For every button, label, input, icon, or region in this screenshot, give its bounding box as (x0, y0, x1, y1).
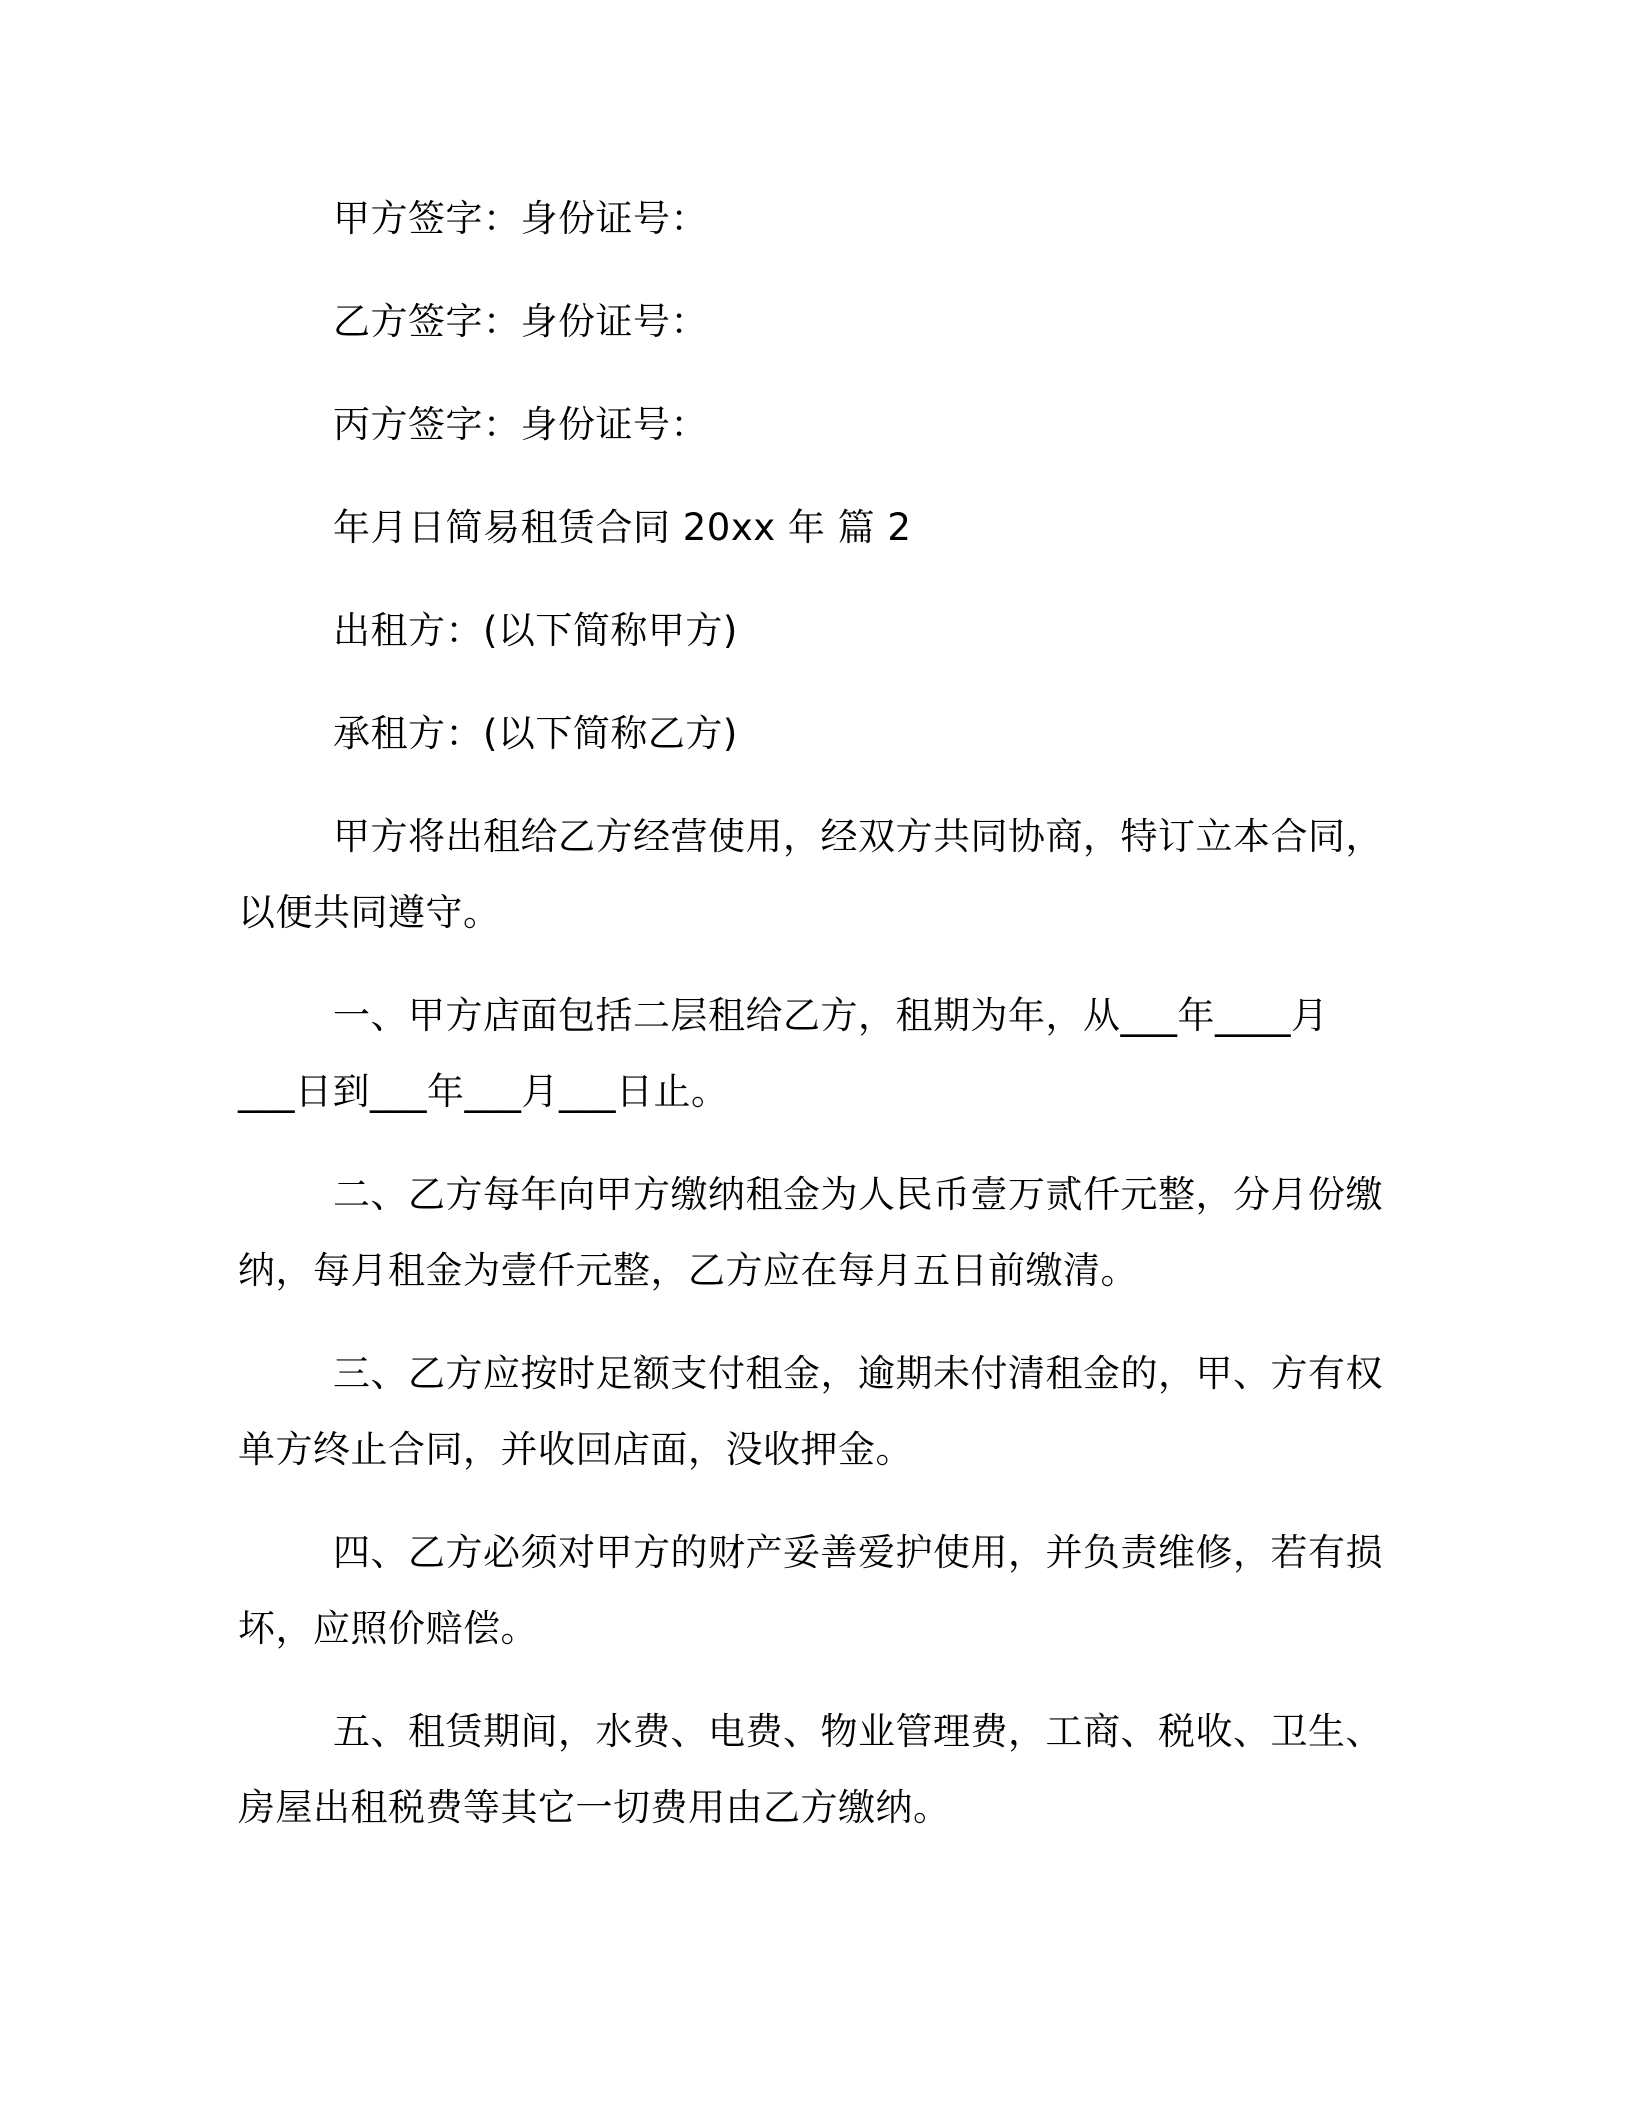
intro-paragraph-line-1: 甲方将出租给乙方经营使用，经双方共同协商，特订立本合同， (333, 815, 1383, 858)
lessor-line: 出租方：(以下简称甲方) (333, 609, 738, 652)
clause-5-line-2: 房屋出租税费等其它一切费用由乙方缴纳。 (238, 1786, 951, 1829)
signature-line-party-b: 乙方签字：身份证号： (333, 300, 708, 343)
clause-5-line-1: 五、租赁期间，水费、电费、物业管理费，工商、税收、卫生、 (333, 1710, 1383, 1753)
clause-1-line-1: 一、甲方店面包括二层租给乙方，租期为年，从___年____月 (333, 994, 1329, 1037)
lessee-line: 承租方：(以下简称乙方) (333, 712, 738, 755)
clause-4-line-1: 四、乙方必须对甲方的财产妥善爱护使用，并负责维修，若有损 (333, 1531, 1383, 1574)
clause-1-line-2: ___日到___年___月___日止。 (238, 1070, 729, 1113)
clause-2-line-2: 纳，每月租金为壹仟元整，乙方应在每月五日前缴清。 (238, 1249, 1138, 1292)
clause-4-line-2: 坏，应照价赔偿。 (238, 1607, 538, 1650)
clause-2-line-1: 二、乙方每年向甲方缴纳租金为人民币壹万贰仟元整，分月份缴 (333, 1173, 1383, 1216)
contract-heading: 年月日简易租赁合同 20xx 年 篇 2 (333, 506, 912, 549)
clause-3-line-1: 三、乙方应按时足额支付租金，逾期未付清租金的，甲、方有权 (333, 1352, 1383, 1395)
intro-paragraph-line-2: 以便共同遵守。 (238, 891, 501, 934)
clause-3-line-2: 单方终止合同，并收回店面，没收押金。 (238, 1428, 913, 1471)
signature-line-party-a: 甲方签字：身份证号： (333, 197, 708, 240)
signature-line-party-c: 丙方签字：身份证号： (333, 403, 708, 446)
